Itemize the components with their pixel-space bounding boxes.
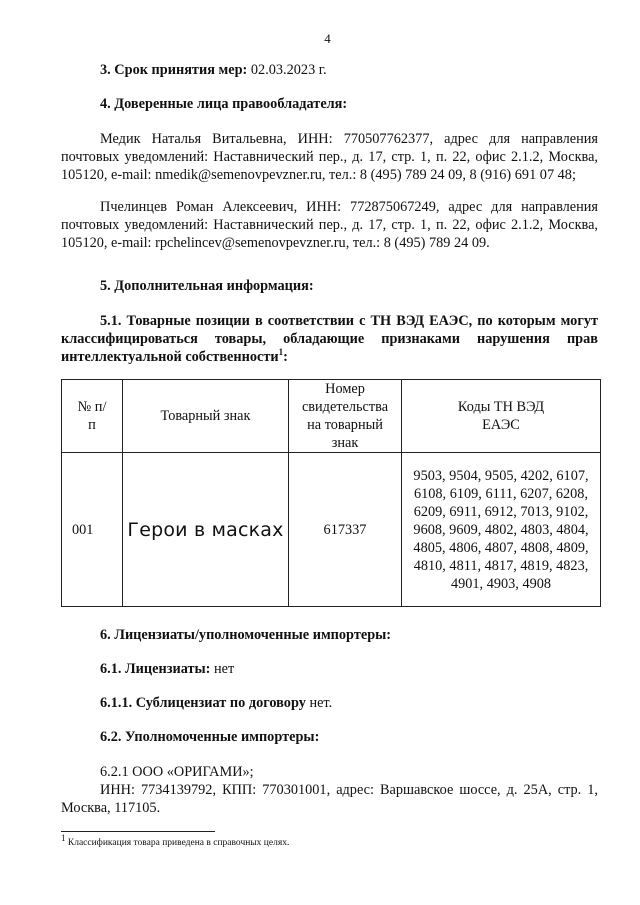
section-6-1-1-value: нет. bbox=[309, 695, 333, 711]
section-3-label: 3. Срок принятия мер: bbox=[100, 62, 248, 78]
section-3-value: 02.03.2023 г. bbox=[250, 62, 327, 78]
header-num: № п/п bbox=[62, 380, 123, 453]
header-trademark: Товарный знак bbox=[123, 380, 289, 453]
section-5-title: 5. Дополнительная информация: bbox=[100, 278, 314, 294]
section-3 bbox=[61, 61, 598, 79]
row-trademark: Герои в масках bbox=[123, 453, 289, 607]
table-row bbox=[62, 453, 601, 607]
section-6-1-1-label: 6.1.1. Сублицензиат по договору bbox=[100, 695, 306, 711]
header-codes: Коды ТН ВЭД ЕАЭС bbox=[402, 380, 601, 453]
section-6-title: 6. Лицензиаты/уполномоченные импортеры: bbox=[100, 627, 392, 643]
section-4-title: 4. Доверенные лица правообладателя: bbox=[100, 96, 348, 112]
row-certificate: 617337 bbox=[289, 453, 402, 607]
footnote bbox=[61, 832, 290, 849]
section-6-2-title: 6.2. Уполномоченные импортеры: bbox=[100, 729, 320, 745]
row-codes: 9503, 9504, 9505, 4202, 6107, 6108, 6109, 6111, 6207, 6208, 6209, 6911, 6912, 7013, 9102, 9608, 9609, 4802, 4803, 4804, 4805, 4806, 4807, 4808, 4809, 4810, 4811, 4817, 4819, 4823, 4901, 4903, 4908 bbox=[402, 453, 601, 607]
goods-table bbox=[61, 379, 601, 607]
importer-name: 6.2.1 ООО «ОРИГАМИ»; bbox=[100, 764, 254, 780]
footnote-divider bbox=[61, 831, 215, 832]
row-num: 001 bbox=[62, 453, 123, 607]
section-5-1-text: 5.1. Товарные позиции в соответствии с ТН ВЭД ЕАЭС, по которым могут классифицироваться товары, обладающие признаками нарушения прав интеллектуальной собственности bbox=[61, 313, 598, 365]
footnote-ref: 1 bbox=[278, 347, 284, 358]
section-6-1-label: 6.1. Лицензиаты: bbox=[100, 661, 211, 677]
footnote-mark: 1 bbox=[61, 832, 66, 843]
footnote-text: Классификация товара приведена в справочных целях. bbox=[67, 838, 290, 848]
page-number: 4 bbox=[324, 31, 331, 46]
section-6-1-1 bbox=[61, 694, 598, 712]
importer-details: ИНН: 7734139792, КПП: 770301001, адрес: Варшавское шоссе, д. 25А, стр. 1, Москва, 117105. bbox=[61, 782, 598, 816]
trustee-1: Медик Наталья Витальевна, ИНН: 770507762377, адрес для направления почтовых уведомлений: Наставнический пер., д. 17, стр. 1, п. 22, офис 2.1.2, Москва, 105120, e-mail: nmedik@semenovpevzner.ru, тел.: 8 (495) 789 24 09, 8 (916) 691 07 48; bbox=[61, 131, 598, 183]
section-5-1-title: 5.1. Товарные позиции в соответствии с ТН ВЭД ЕАЭС, по которым могут классифицироваться товары, обладающие признаками нарушения прав интеллектуальной собственности$^1$: bbox=[61, 313, 598, 365]
table-header-row bbox=[62, 380, 601, 453]
trustee-2: Пчелинцев Роман Алексеевич, ИНН: 772875067249, адрес для направления почтовых уведомлений: Наставнический пер., д. 17, стр. 1, п. 22, офис 2.1.2, Москва, 105120, e-mail: rpchelincev@semenovpevzner.ru, тел.: 8 (495) 789 24 09. bbox=[61, 199, 598, 251]
section-6-1 bbox=[61, 660, 598, 678]
section-6-1-value: нет bbox=[214, 661, 235, 677]
header-certificate: Номер свидетельства на товарный знак bbox=[289, 380, 402, 453]
